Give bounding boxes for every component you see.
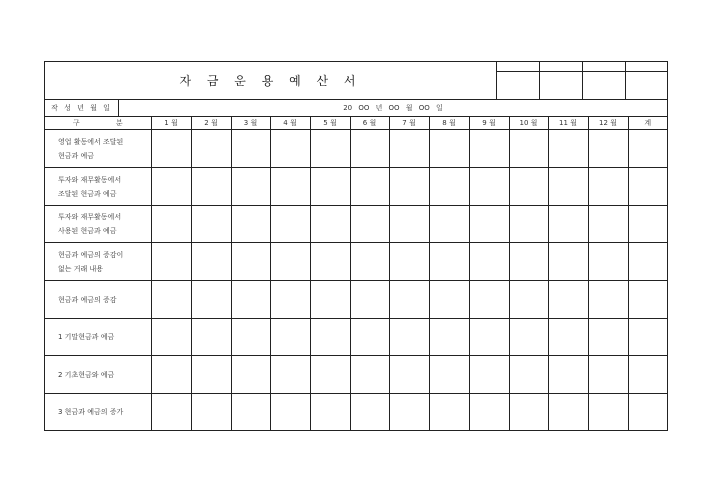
month-cell[interactable] — [389, 356, 429, 394]
month-cell[interactable] — [469, 281, 509, 319]
approval-sign-cell[interactable] — [583, 72, 626, 100]
month-cell[interactable] — [429, 356, 469, 394]
month-cell[interactable] — [588, 206, 628, 243]
total-cell[interactable] — [628, 243, 667, 281]
month-header: 1 월 — [151, 117, 191, 130]
month-cell[interactable] — [548, 281, 588, 319]
month-cell[interactable] — [509, 319, 548, 356]
month-cell[interactable] — [429, 319, 469, 356]
total-cell[interactable] — [628, 281, 667, 319]
month-cell[interactable] — [429, 394, 469, 431]
month-cell[interactable] — [548, 243, 588, 281]
month-cell[interactable] — [310, 168, 350, 206]
category-line: 2 기초현금와 예금 — [58, 370, 115, 379]
month-cell[interactable] — [469, 243, 509, 281]
month-cell[interactable] — [151, 319, 191, 356]
row-category — [45, 206, 151, 243]
month-cell[interactable] — [191, 319, 231, 356]
month-cell[interactable] — [310, 394, 350, 431]
date-row — [45, 100, 667, 117]
month-cell[interactable] — [429, 130, 469, 168]
month-cell[interactable] — [270, 168, 310, 206]
table-row — [45, 206, 667, 243]
month-cell[interactable] — [588, 243, 628, 281]
month-cell[interactable] — [191, 243, 231, 281]
category-line: 조달된 현금과 예금 — [58, 189, 117, 198]
month-cell[interactable] — [231, 243, 270, 281]
month-cell[interactable] — [469, 319, 509, 356]
month-cell[interactable] — [469, 394, 509, 431]
month-cell[interactable] — [191, 356, 231, 394]
month-cell[interactable] — [389, 281, 429, 319]
approval-sign-cell[interactable] — [626, 72, 667, 100]
row-category — [45, 356, 151, 394]
budget-form — [44, 61, 668, 431]
month-cell[interactable] — [588, 168, 628, 206]
month-cell[interactable] — [191, 130, 231, 168]
row-category — [45, 394, 151, 431]
month-cell[interactable] — [310, 319, 350, 356]
header-row — [45, 117, 667, 130]
month-cell[interactable] — [270, 281, 310, 319]
month-header: 7 월 — [389, 117, 429, 130]
title-band — [45, 62, 497, 100]
category-line: 사용된 현금과 예금 — [58, 227, 117, 235]
month-cell[interactable] — [350, 394, 389, 431]
category-line: 투자와 재무활동에서 — [58, 213, 122, 221]
month-cell[interactable] — [548, 356, 588, 394]
month-header: 10 월 — [509, 117, 548, 130]
month-cell[interactable] — [151, 206, 191, 243]
table-row — [45, 281, 667, 319]
month-cell[interactable] — [429, 281, 469, 319]
month-cell[interactable] — [389, 130, 429, 168]
table-row — [45, 319, 667, 356]
month-cell[interactable] — [350, 319, 389, 356]
month-cell[interactable] — [588, 356, 628, 394]
table-row — [45, 394, 667, 431]
month-cell[interactable] — [389, 168, 429, 206]
month-cell[interactable] — [310, 243, 350, 281]
category-line: 영업 활동에서 조달된 — [58, 137, 124, 146]
budget-table — [45, 117, 667, 431]
month-header: 4 월 — [270, 117, 310, 130]
category-line: 1 기말현금과 예금 — [58, 333, 115, 341]
approval-header-cell — [497, 62, 540, 72]
form-title: 자 금 운 용 예 산 서 — [179, 74, 362, 88]
month-cell[interactable] — [429, 206, 469, 243]
month-cell[interactable] — [191, 281, 231, 319]
category-line: 현금과 예금의 증감 — [58, 295, 117, 304]
row-category — [45, 319, 151, 356]
month-cell[interactable] — [588, 130, 628, 168]
month-cell[interactable] — [389, 206, 429, 243]
row-category — [45, 130, 151, 168]
category-line: 3 현금과 예금의 증가 — [58, 408, 124, 417]
month-cell[interactable] — [270, 356, 310, 394]
month-cell[interactable] — [469, 206, 509, 243]
row-category — [45, 243, 151, 281]
month-cell[interactable] — [310, 281, 350, 319]
month-cell[interactable] — [509, 206, 548, 243]
month-cell[interactable] — [548, 168, 588, 206]
month-cell[interactable] — [588, 319, 628, 356]
month-cell[interactable] — [310, 206, 350, 243]
month-cell[interactable] — [509, 168, 548, 206]
month-cell[interactable] — [310, 356, 350, 394]
category-line: 현금과 예금의 증감이 — [58, 250, 124, 259]
category-line: 없는 거래 내용 — [58, 264, 104, 273]
month-cell[interactable] — [151, 168, 191, 206]
month-cell[interactable] — [151, 130, 191, 168]
month-cell[interactable] — [350, 168, 389, 206]
month-cell[interactable] — [548, 394, 588, 431]
month-header: 8 월 — [429, 117, 469, 130]
month-cell[interactable] — [270, 243, 310, 281]
month-cell[interactable] — [231, 168, 270, 206]
month-cell[interactable] — [231, 206, 270, 243]
month-cell[interactable] — [270, 130, 310, 168]
month-cell[interactable] — [151, 281, 191, 319]
month-cell[interactable] — [548, 319, 588, 356]
month-cell[interactable] — [588, 281, 628, 319]
category-line: 투자와 재무활동에서 — [58, 175, 122, 184]
month-cell[interactable] — [151, 394, 191, 431]
month-cell[interactable] — [389, 243, 429, 281]
total-cell[interactable] — [628, 168, 667, 206]
month-cell[interactable] — [509, 281, 548, 319]
month-cell[interactable] — [231, 281, 270, 319]
month-cell[interactable] — [191, 394, 231, 431]
total-cell[interactable] — [628, 319, 667, 356]
month-cell[interactable] — [270, 206, 310, 243]
row-category — [45, 281, 151, 319]
month-cell[interactable] — [151, 243, 191, 281]
table-row — [45, 243, 667, 281]
month-cell[interactable] — [231, 356, 270, 394]
total-header: 계 — [628, 117, 667, 130]
month-header: 2 월 — [191, 117, 231, 130]
month-cell[interactable] — [588, 394, 628, 431]
month-cell[interactable] — [469, 356, 509, 394]
month-header: 9 월 — [469, 117, 509, 130]
month-cell[interactable] — [509, 243, 548, 281]
total-cell[interactable] — [628, 206, 667, 243]
month-header: 6 월 — [350, 117, 389, 130]
month-cell[interactable] — [469, 130, 509, 168]
date-value[interactable]: 20 OO 년 OO 월 OO 일 — [343, 104, 443, 112]
month-cell[interactable] — [350, 206, 389, 243]
approval-box — [497, 62, 667, 100]
month-cell[interactable] — [231, 319, 270, 356]
month-cell[interactable] — [350, 130, 389, 168]
month-cell[interactable] — [310, 130, 350, 168]
month-cell[interactable] — [151, 356, 191, 394]
month-cell[interactable] — [191, 206, 231, 243]
row-category — [45, 168, 151, 206]
total-cell[interactable] — [628, 394, 667, 431]
month-header: 3 월 — [231, 117, 270, 130]
date-label: 작 성 년 월 일 — [45, 100, 119, 116]
month-cell[interactable] — [191, 168, 231, 206]
month-cell[interactable] — [231, 130, 270, 168]
month-cell[interactable] — [509, 394, 548, 431]
category-header: 구 분 — [45, 117, 151, 130]
month-cell[interactable] — [389, 319, 429, 356]
month-cell[interactable] — [350, 281, 389, 319]
month-cell[interactable] — [350, 356, 389, 394]
month-cell[interactable] — [270, 319, 310, 356]
month-header: 12 월 — [588, 117, 628, 130]
month-cell[interactable] — [548, 130, 588, 168]
total-cell[interactable] — [628, 130, 667, 168]
month-cell[interactable] — [350, 243, 389, 281]
month-cell[interactable] — [509, 130, 548, 168]
table-row — [45, 130, 667, 168]
month-cell[interactable] — [548, 206, 588, 243]
category-line: 현금과 예금 — [58, 151, 95, 160]
month-cell[interactable] — [429, 243, 469, 281]
month-cell[interactable] — [429, 168, 469, 206]
approval-header-cell — [626, 62, 667, 72]
month-cell[interactable] — [509, 356, 548, 394]
month-cell[interactable] — [389, 394, 429, 431]
month-cell[interactable] — [270, 394, 310, 431]
month-header: 11 월 — [548, 117, 588, 130]
approval-sign-cell[interactable] — [540, 72, 583, 100]
approval-header-cell — [583, 62, 626, 72]
approval-sign-cell[interactable] — [497, 72, 540, 100]
month-header: 5 월 — [310, 117, 350, 130]
month-cell[interactable] — [231, 394, 270, 431]
table-row — [45, 356, 667, 394]
approval-header-cell — [540, 62, 583, 72]
month-cell[interactable] — [469, 168, 509, 206]
total-cell[interactable] — [628, 356, 667, 394]
table-row — [45, 168, 667, 206]
